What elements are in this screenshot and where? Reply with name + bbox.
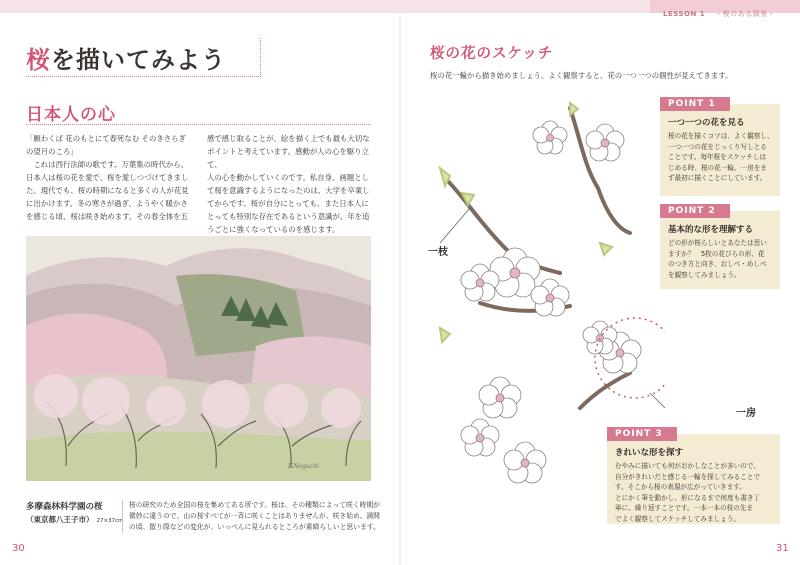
text-line: ことです。毎年桜をスケッチしは: [668, 153, 767, 161]
title-frame: [26, 38, 261, 77]
text-line: て桜を意識するようになったのは、大学を卒業し: [207, 186, 370, 195]
text-line: の頃、散り際などの変化が、いっぺんに見られるところが素晴らしいと思います。: [129, 523, 380, 531]
sketch-intro: 桜の花一輪から描き始めましょう。よく観察すると、花の一つ一つの個性が見えてきます。: [430, 71, 733, 80]
text-line: 桜の研究のため全国の桜を集めてある所です。桜は、その種類によって咲く時期が: [129, 501, 380, 509]
point-1-title: 一つ一つの花を見る: [668, 118, 745, 128]
landscape-painting: [26, 236, 371, 481]
point-2-title: 基本的な形を理解する: [668, 225, 754, 235]
title-suffix: を描いてみよう: [51, 46, 226, 74]
title-sakura: 桜: [26, 46, 51, 74]
text-line: た。現代でも、桜の時期になると多くの人が花見: [26, 186, 189, 195]
page-number-right: 31: [776, 543, 789, 554]
caption-place: （東京都八王子市）: [26, 515, 94, 524]
text-line: に出かけます。冬の寒さが過ぎ、ようやく暖かさ: [26, 199, 188, 208]
body-column-2: [207, 132, 377, 236]
heading-rule: [26, 124, 371, 125]
lesson-number: LESSON 1: [663, 10, 706, 18]
text-line: うごとに強くなっているのを感じます。: [207, 225, 340, 234]
page-title: [26, 40, 226, 75]
point-3-header: POINT 3: [607, 427, 677, 441]
text-line: 桜の花を描くコツは、よく観察し、: [668, 132, 774, 140]
text-line: 自分がきれいだと感じる一輪を探してみることで: [615, 472, 761, 481]
text-line: のつき方と向き、おしべ・めしべ: [668, 260, 767, 268]
body-column-1: [26, 132, 201, 223]
text-line: す。そこから桜の表現が広がっていきます。: [615, 483, 746, 491]
caption-title: 多摩森林科学園の桜: [26, 502, 103, 512]
caption-location: [26, 514, 124, 525]
text-line: でよく観察してスケッチしてみましょう。: [615, 514, 740, 523]
text-line: ポイントと考えています。感動が人の心を駆り立て、: [207, 147, 370, 169]
text-line: むやみに描いても何がおかしなことが多いので、: [615, 462, 760, 470]
label-cluster: 一房: [736, 408, 756, 419]
text-line: 寧に、繰り返すことです。一本一本の枝の先ま: [615, 504, 753, 512]
text-line: じめる時、桜の花一輪、一房をま: [668, 163, 767, 172]
sketch-title: 桜の花のスケッチ: [430, 46, 554, 62]
page-spine: [399, 13, 401, 565]
text-line: 人の心を動かしていくのです。私自身、画題とし: [207, 173, 370, 182]
text-line: を感じる頃、桜は咲き始めます。その春全体を五: [26, 212, 189, 221]
point-1-body: [668, 131, 774, 184]
text-line: 微妙に違うので、山の桜すべてが一斉に咲くことはありませんが、咲き始め、満開: [129, 512, 380, 520]
section-heading: 日本人の心: [26, 105, 116, 125]
lesson-label: [663, 9, 775, 19]
point-3-box: [607, 429, 780, 524]
point-3-body: [615, 461, 760, 524]
label-branch: 一枝: [428, 247, 448, 258]
text-line: どの形が桜らしいとあなたは思い: [668, 239, 767, 247]
text-line: 感で感じ取ることが、絵を描く上でも最も大切な: [207, 134, 370, 143]
caption-size: 27×37cm: [96, 518, 124, 524]
text-line: の望月のころ」: [26, 147, 78, 156]
text-line: 日本人は桜の花を愛で、桜を愛しつづけてきまし: [26, 173, 189, 182]
text-line: を観察してみましょう。: [668, 270, 741, 279]
text-line: ず最初に描くことにしています。: [668, 174, 767, 182]
text-line: これは西行法師の歌です。万葉集の時代から、: [26, 160, 189, 169]
point-2-box: [660, 206, 780, 289]
page-number-left: 30: [12, 543, 25, 554]
point-2-header: POINT 2: [660, 204, 730, 218]
text-line: とにかく筆を動かし、形になるまで何度も書き丁: [615, 493, 761, 502]
lesson-topic: ・桜のある風景・: [715, 10, 776, 18]
text-line: 一つ一つの花をじっくり写しとる: [668, 142, 767, 151]
text-line: とっても特別な存在であるという意識が、年を追: [207, 212, 370, 221]
text-line: 「願わくば 花のもとにて春死なむ そのきさらぎ: [26, 134, 186, 143]
artist-signature: F.Noguchi: [288, 463, 319, 470]
point-1-header: POINT 1: [660, 97, 730, 111]
caption-text: [122, 500, 381, 533]
point-3-title: きれいな形を探す: [615, 448, 684, 458]
painting-illustration: [26, 236, 371, 481]
point-2-body: [668, 238, 767, 280]
point-1-box: [660, 99, 780, 196]
text-line: てからです。桜が自分にとっても、また日本人に: [207, 199, 369, 208]
text-line: ますか？ 5枚の花びらの形、花: [668, 249, 765, 258]
